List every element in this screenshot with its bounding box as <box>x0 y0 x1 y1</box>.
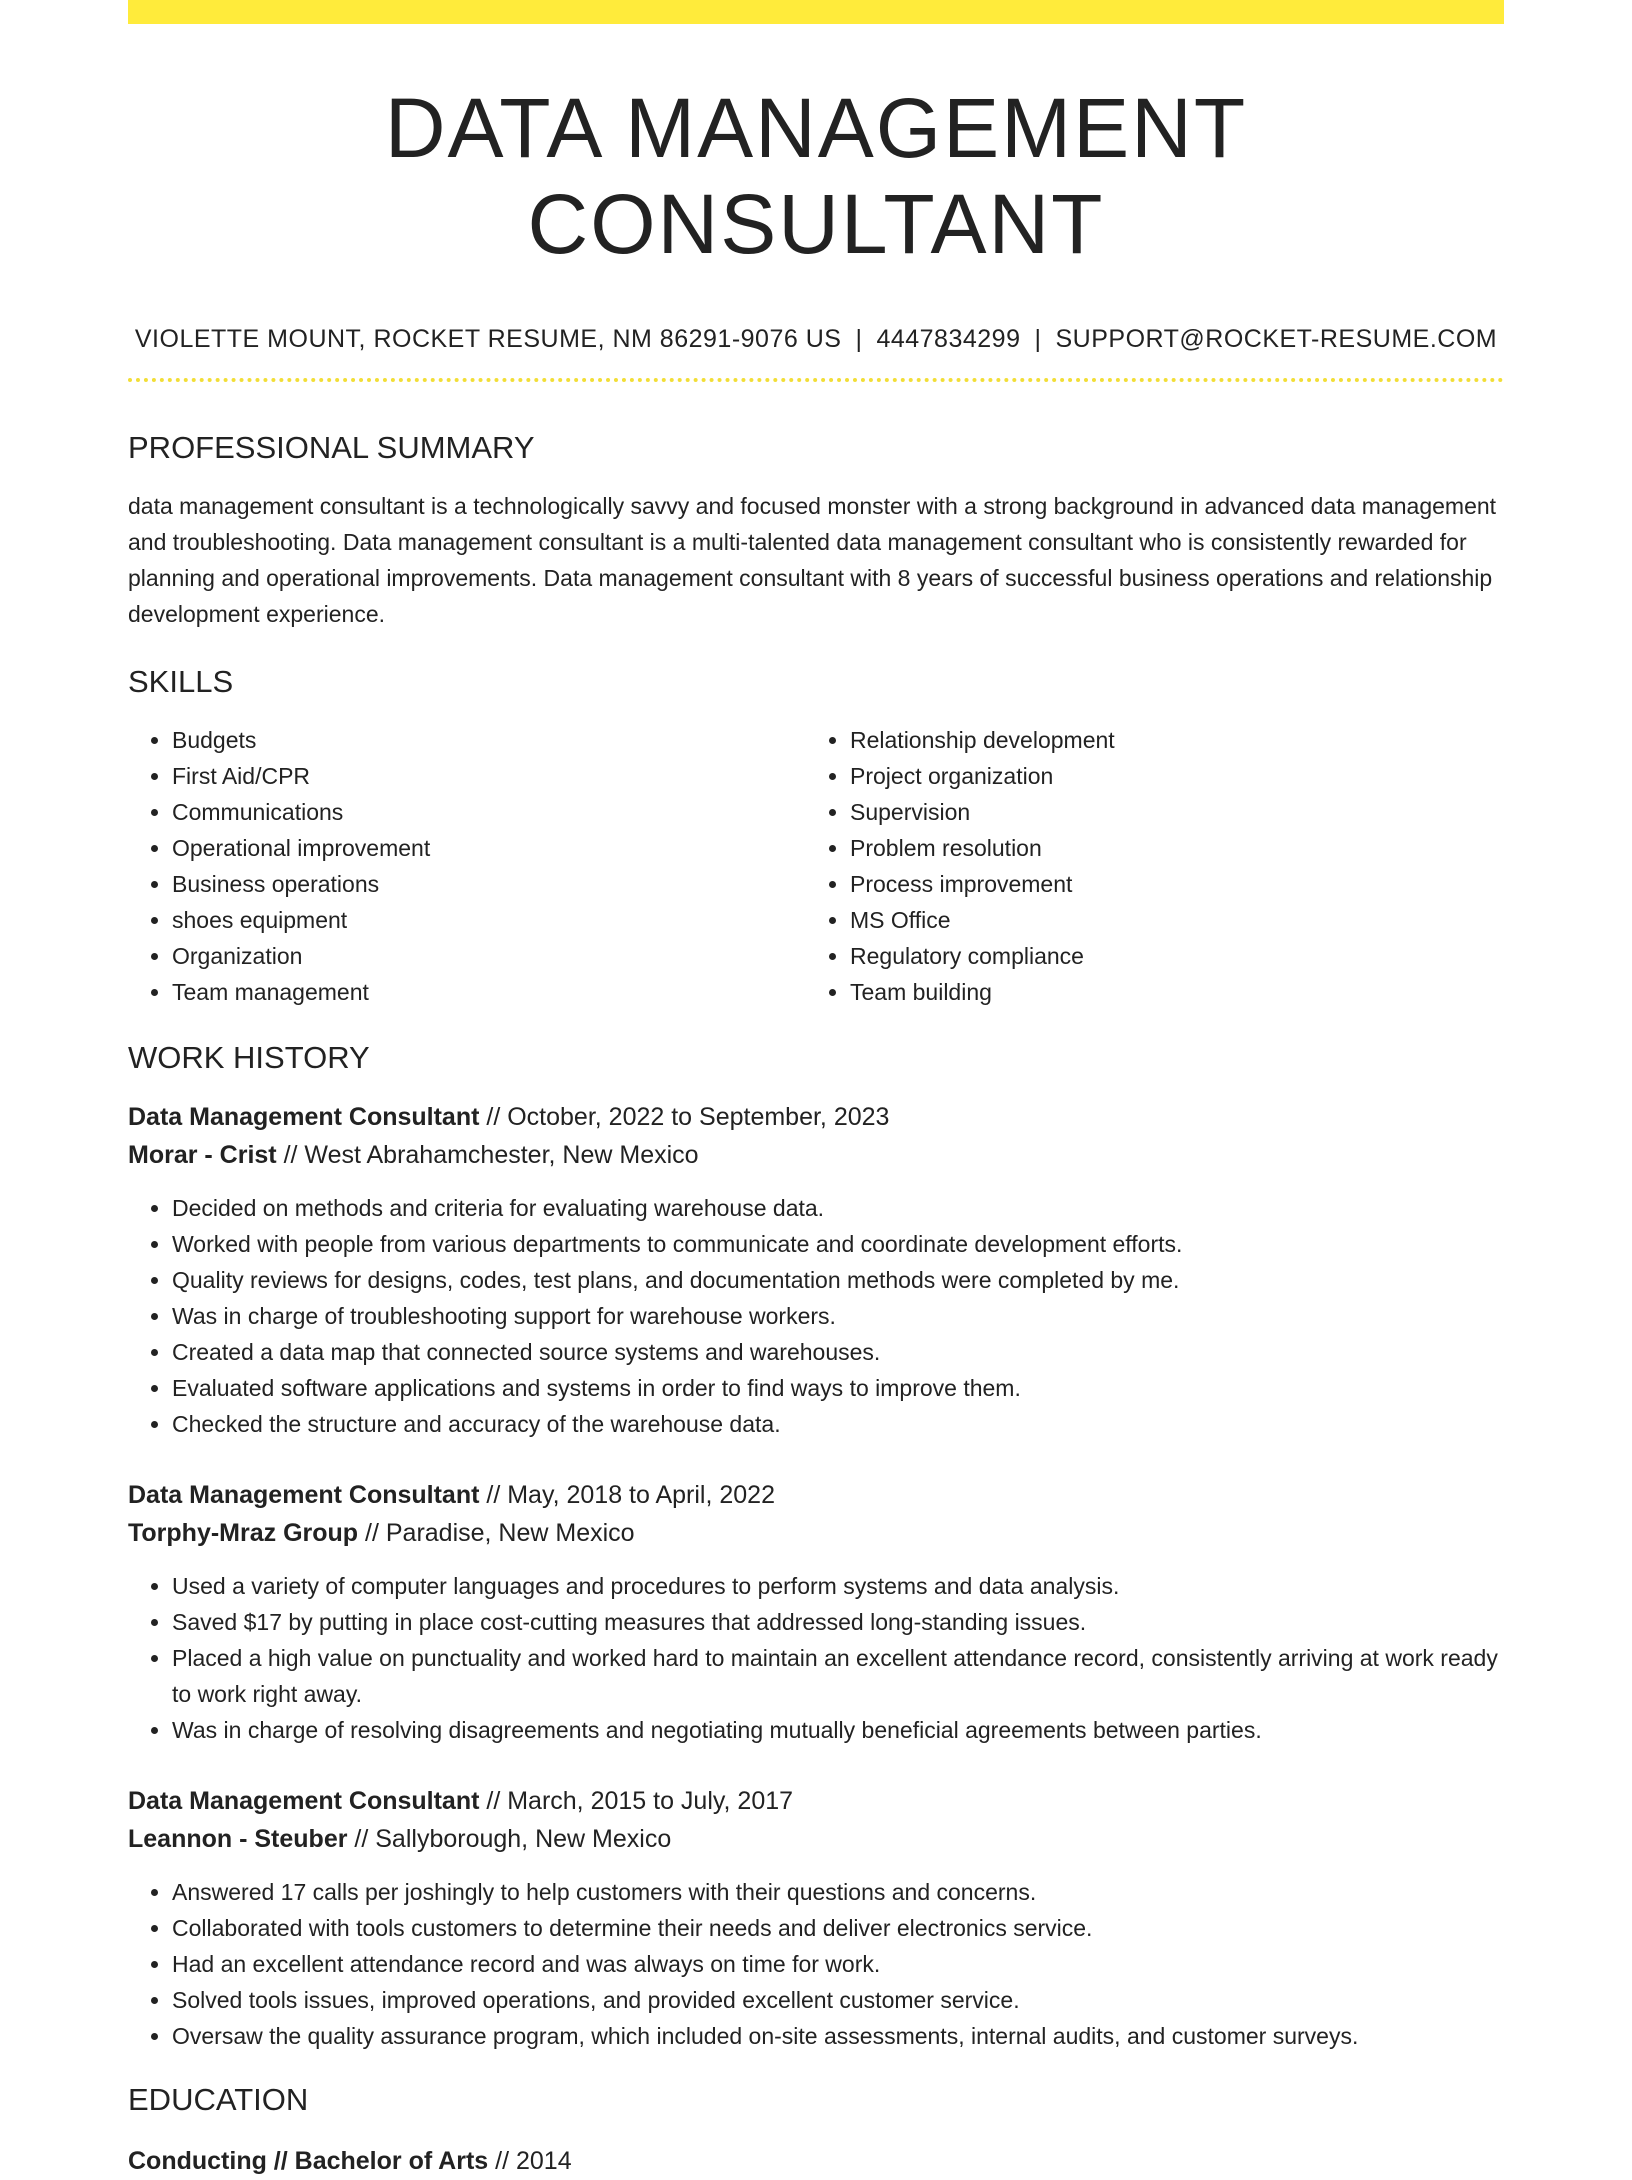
contact-address: VIOLETTE MOUNT, ROCKET RESUME, NM 86291-9076 US <box>134 325 842 353</box>
contact-phone: 4447834299 <box>876 325 1021 353</box>
job-location: // Paradise, New Mexico <box>358 1519 635 1547</box>
job-bullet: • Quality reviews for designs, codes, test plans, and documentation methods were completed by me. <box>172 1262 1504 1298</box>
job-company: Leannon - Steuber <box>128 1825 348 1853</box>
job-location: // West Abrahamchester, New Mexico <box>276 1141 699 1169</box>
resume-content <box>128 0 1504 2180</box>
job-bullet: • Placed a high value on punctuality and worked hard to maintain an excellent attendance record, consistently arriving at work ready to work right away. <box>172 1640 1504 1712</box>
job-bullet: • Solved tools issues, improved operations, and provided excellent customer service. <box>172 1982 1504 2018</box>
job-bullet: • Created a data map that connected source systems and warehouses. <box>172 1334 1504 1370</box>
job-location: // Sallyborough, New Mexico <box>347 1825 672 1853</box>
job-company-line <box>128 1514 1504 1552</box>
job-bullet: • Used a variety of computer languages and procedures to perform systems and data analysis. <box>172 1568 1504 1604</box>
job-title-line <box>128 1098 1504 1136</box>
skill-item: • MS Office <box>850 902 1484 938</box>
job-entry <box>128 1782 1504 2054</box>
skill-item: • Team management <box>172 974 806 1010</box>
job-company: Torphy-Mraz Group <box>128 1519 359 1547</box>
summary-text: data management consultant is a technologically savvy and focused monster with a strong background in advanced data management and troubleshooting. Data management consultant is a multi-talented data management consultant who is consistently rewarded for planning and operational improvements. Data management consultant with 8 years of successful business operations and relationship development experience. <box>128 493 1497 627</box>
skill-item: • Project organization <box>850 758 1484 794</box>
contact-separator: | <box>1034 325 1042 353</box>
job-bullets <box>128 1874 1504 2054</box>
job-bullet: • Collaborated with tools customers to determine their needs and deliver electronics service. <box>172 1910 1504 1946</box>
job-title: Data Management Consultant <box>128 1787 480 1815</box>
skill-item: • First Aid/CPR <box>172 758 806 794</box>
job-bullets <box>128 1190 1504 1442</box>
education-degree: Conducting // Bachelor of Arts <box>128 2147 489 2175</box>
skill-item: • Organization <box>172 938 806 974</box>
skill-item: • Process improvement <box>850 866 1484 902</box>
summary-heading: PROFESSIONAL SUMMARY <box>128 430 535 465</box>
skills-columns <box>128 722 1504 1010</box>
job-bullet: • Evaluated software applications and systems in order to find ways to improve them. <box>172 1370 1504 1406</box>
job-company-line <box>128 1136 1504 1174</box>
skill-item: • Supervision <box>850 794 1484 830</box>
skill-item: • Relationship development <box>850 722 1484 758</box>
skill-item: • Problem resolution <box>850 830 1484 866</box>
skills-left-list <box>128 722 806 1010</box>
job-dates: // March, 2015 to July, 2017 <box>479 1787 794 1815</box>
skill-item: • Operational improvement <box>172 830 806 866</box>
job-title: Data Management Consultant <box>128 1481 480 1509</box>
work-history-heading: WORK HISTORY <box>128 1040 370 1075</box>
job-bullet: • Was in charge of troubleshooting support for warehouse workers. <box>172 1298 1504 1334</box>
job-bullet: • Had an excellent attendance record and was always on time for work. <box>172 1946 1504 1982</box>
job-bullet: • Answered 17 calls per joshingly to help customers with their questions and concerns. <box>172 1874 1504 1910</box>
skills-heading: SKILLS <box>128 664 234 699</box>
job-bullet: • Saved $17 by putting in place cost-cutting measures that addressed long-standing issues. <box>172 1604 1504 1640</box>
contact-email: SUPPORT@ROCKET-RESUME.COM <box>1055 325 1498 353</box>
skill-item: • Team building <box>850 974 1484 1010</box>
job-bullets <box>128 1568 1504 1748</box>
education-year: // 2014 <box>488 2147 572 2175</box>
job-company: Morar - Crist <box>128 1141 277 1169</box>
job-company-line <box>128 1820 1504 1858</box>
job-bullet: • Checked the structure and accuracy of the warehouse data. <box>172 1406 1504 1442</box>
skill-item: • Regulatory compliance <box>850 938 1484 974</box>
job-dates: // May, 2018 to April, 2022 <box>479 1481 775 1509</box>
skills-right-list <box>806 722 1484 1010</box>
skill-item: • Communications <box>172 794 806 830</box>
job-bullet: • Decided on methods and criteria for evaluating warehouse data. <box>172 1190 1504 1226</box>
contact-line <box>128 324 1504 354</box>
job-entry <box>128 1098 1504 1442</box>
job-bullet: • Was in charge of resolving disagreements and negotiating mutually beneficial agreements between parties. <box>172 1712 1504 1748</box>
contact-separator: | <box>855 325 863 353</box>
skill-item: • Budgets <box>172 722 806 758</box>
job-entry <box>128 1476 1504 1748</box>
job-dates: // October, 2022 to September, 2023 <box>479 1103 890 1131</box>
job-title: Data Management Consultant <box>128 1103 480 1131</box>
job-title-line <box>128 1476 1504 1514</box>
resume-title: DATA MANAGEMENT CONSULTANT <box>384 81 1248 271</box>
dotted-divider <box>128 378 1504 382</box>
skill-item: • shoes equipment <box>172 902 806 938</box>
job-bullet: • Oversaw the quality assurance program, which included on-site assessments, internal audits, and customer surveys. <box>172 2018 1504 2054</box>
job-bullet: • Worked with people from various departments to communicate and coordinate development efforts. <box>172 1226 1504 1262</box>
education-heading: EDUCATION <box>128 2082 309 2117</box>
skill-item: • Business operations <box>172 866 806 902</box>
education-line <box>128 2142 1504 2180</box>
job-title-line <box>128 1782 1504 1820</box>
